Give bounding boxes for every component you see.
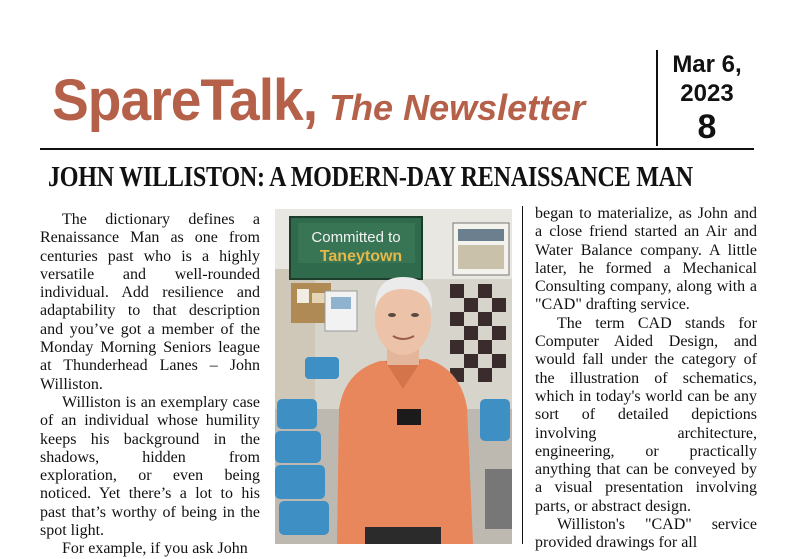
banner-line-1: Committed to bbox=[311, 229, 401, 246]
date-year: 2023 bbox=[680, 80, 734, 107]
article-paragraph: For example, if you ask John bbox=[62, 540, 248, 558]
article-paragraph: The term CAD stands for Computer Aided Design, and would fall under the category of the illustration of schematics, which in today's world can be any sort of detailed depictions involving architecture, engineering, or practically anything that can be conveyed by a visual presentation involving parts, or abstract design. bbox=[535, 314, 757, 515]
article-paragraph: began to materialize, as John and a close friend started an Air and Water Balance company. A little later, he formed a Mechanical Consulting company, along with a "CAD" drafting service. bbox=[535, 205, 757, 314]
brand-name: SpareTalk, bbox=[52, 68, 318, 133]
issue-number: 8 bbox=[697, 108, 717, 146]
header-rule bbox=[40, 148, 754, 150]
article-left-column bbox=[40, 211, 260, 559]
date-month-day: Mar 6, bbox=[672, 51, 742, 78]
article-photo bbox=[275, 209, 512, 544]
newsletter-subtitle: The Newsletter bbox=[329, 87, 586, 128]
photo-illustration bbox=[275, 209, 512, 544]
article-right-column bbox=[535, 205, 757, 553]
masthead-divider bbox=[656, 50, 658, 146]
article-paragraph: Williston's "CAD" service provided drawings for all bbox=[535, 516, 757, 552]
date-box bbox=[666, 50, 748, 146]
banner-line-2: Taneytown bbox=[319, 248, 403, 265]
article-paragraph: The dictionary defines a Renaissance Man as one from centuries past who is a highly versatile and well-rounded individual. Add resilience and adaptability to that description and you’ve got a member of the Monday Morning Seniors league at Thunderhead Lanes – John Williston. bbox=[40, 211, 260, 393]
article-headline: JOHN WILLISTON: A MODERN-DAY RENAISSANCE MAN bbox=[48, 162, 693, 193]
masthead-title bbox=[52, 68, 586, 133]
shirt-pocket-object bbox=[397, 409, 421, 425]
column-rule bbox=[522, 206, 523, 544]
article-paragraph: Williston is an exemplary case of an individual whose humility keeps his background in the shadows, hidden from exploration, or even being noticed. Yet there’s a lot to his past that’s worthy of being in the spot light. bbox=[40, 393, 260, 540]
shirt bbox=[337, 359, 473, 544]
